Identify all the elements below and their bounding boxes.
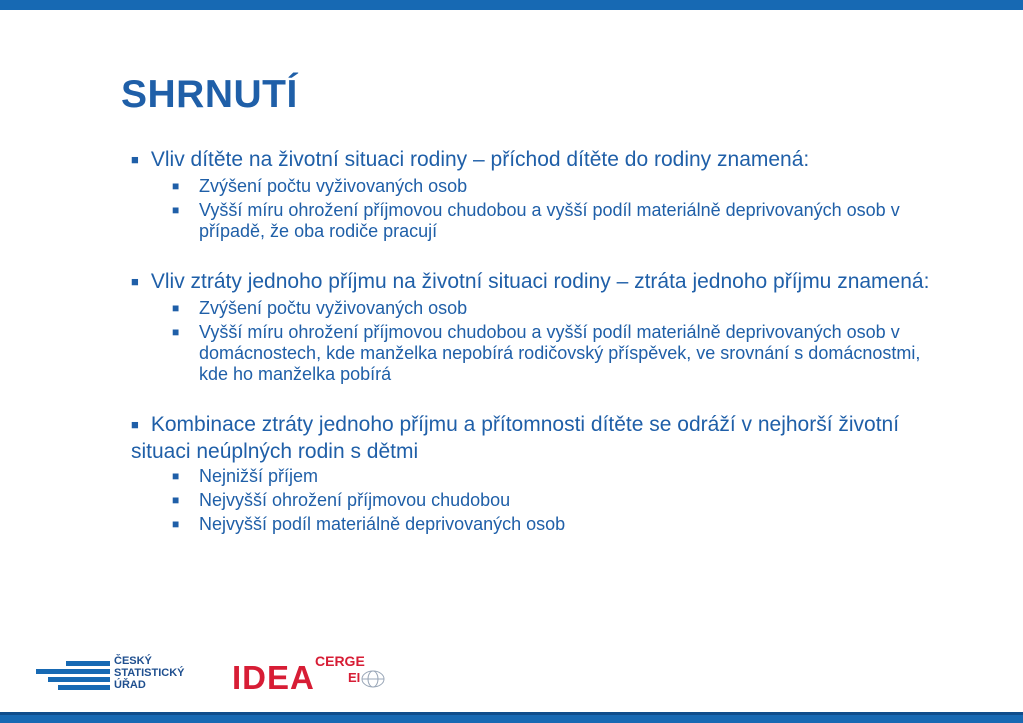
ei-wordmark: EI [348,670,361,685]
csu-logo-stripe [48,677,110,682]
csu-logo-text [114,655,184,691]
sub-bullet-text: Vyšší míru ohrožení příjmovou chudobou a vyšší podíl materiálně deprivovaných osob v domácnostech, kde manželka nepobírá rodičovský příspěvek, ve srovnání s domácnostmi, kde ho manželka pobírá [199,322,921,384]
bullet-text: Vliv ztráty jednoho příjmu na životní situaci rodiny – ztráta jednoho příjmu znamená: [150,270,930,293]
bullet-level1 [131,269,951,296]
bottom-accent-bar [0,715,1023,723]
square-bullet-icon: ■ [172,493,180,507]
sub-bullet-text: Zvýšení počtu vyživovaných osob [199,176,468,196]
sub-bullet [172,466,951,487]
square-bullet-icon: ■ [131,417,139,432]
csu-line: ČESKÝ [114,655,152,667]
csu-logo [36,655,196,701]
sub-bullet [172,514,951,535]
bullet-text: Kombinace ztráty jednoho příjmu a přítomnosti dítěte se odráží v nejhorší životní situaci neúplných rodin s dětmi [131,413,900,463]
csu-logo-stripe [36,669,110,674]
globe-icon [360,669,386,689]
square-bullet-icon: ■ [131,152,139,167]
square-bullet-icon: ■ [172,301,180,315]
bullet-text: Vliv dítěte na životní situaci rodiny – příchod dítěte do rodiny znamená: [150,148,810,171]
sub-bullet-text: Nejvyšší podíl materiálně deprivovaných osob [199,514,566,534]
sub-list [131,298,951,385]
square-bullet-icon: ■ [172,517,180,531]
sub-bullet-text: Nejnižší příjem [199,466,319,486]
footer-logos [0,651,1023,711]
top-accent-bar [0,0,1023,10]
csu-logo-stripe [58,685,110,690]
cerge-wordmark: CERGE [315,653,365,669]
sub-bullet [172,490,951,511]
square-bullet-icon: ■ [172,203,180,217]
sub-bullet-text: Nejvyšší ohrožení příjmovou chudobou [199,490,511,510]
sub-bullet [172,176,951,197]
sub-bullet-text: Zvýšení počtu vyživovaných osob [199,298,468,318]
sub-bullet [172,200,951,242]
square-bullet-icon: ■ [172,179,180,193]
sub-list [131,466,951,535]
sub-list [131,176,951,242]
sub-bullet [172,298,951,319]
csu-line: STATISTICKÝ [114,667,185,679]
bullet-level1 [131,412,951,464]
slide-content [131,147,951,538]
sub-bullet-text: Vyšší míru ohrožení příjmovou chudobou a vyšší podíl materiálně deprivovaných osob v případě, že oba rodiče pracují [199,200,900,241]
slide-title: SHRNUTÍ [121,73,298,116]
square-bullet-icon: ■ [131,274,139,289]
idea-wordmark: IDEA [232,659,315,696]
bullet-level1 [131,147,951,174]
sub-bullet [172,322,951,385]
square-bullet-icon: ■ [172,325,180,339]
csu-line: ÚŘAD [114,679,146,691]
square-bullet-icon: ■ [172,469,180,483]
idea-cerge-logo [232,653,392,703]
csu-logo-stripe [66,661,110,666]
